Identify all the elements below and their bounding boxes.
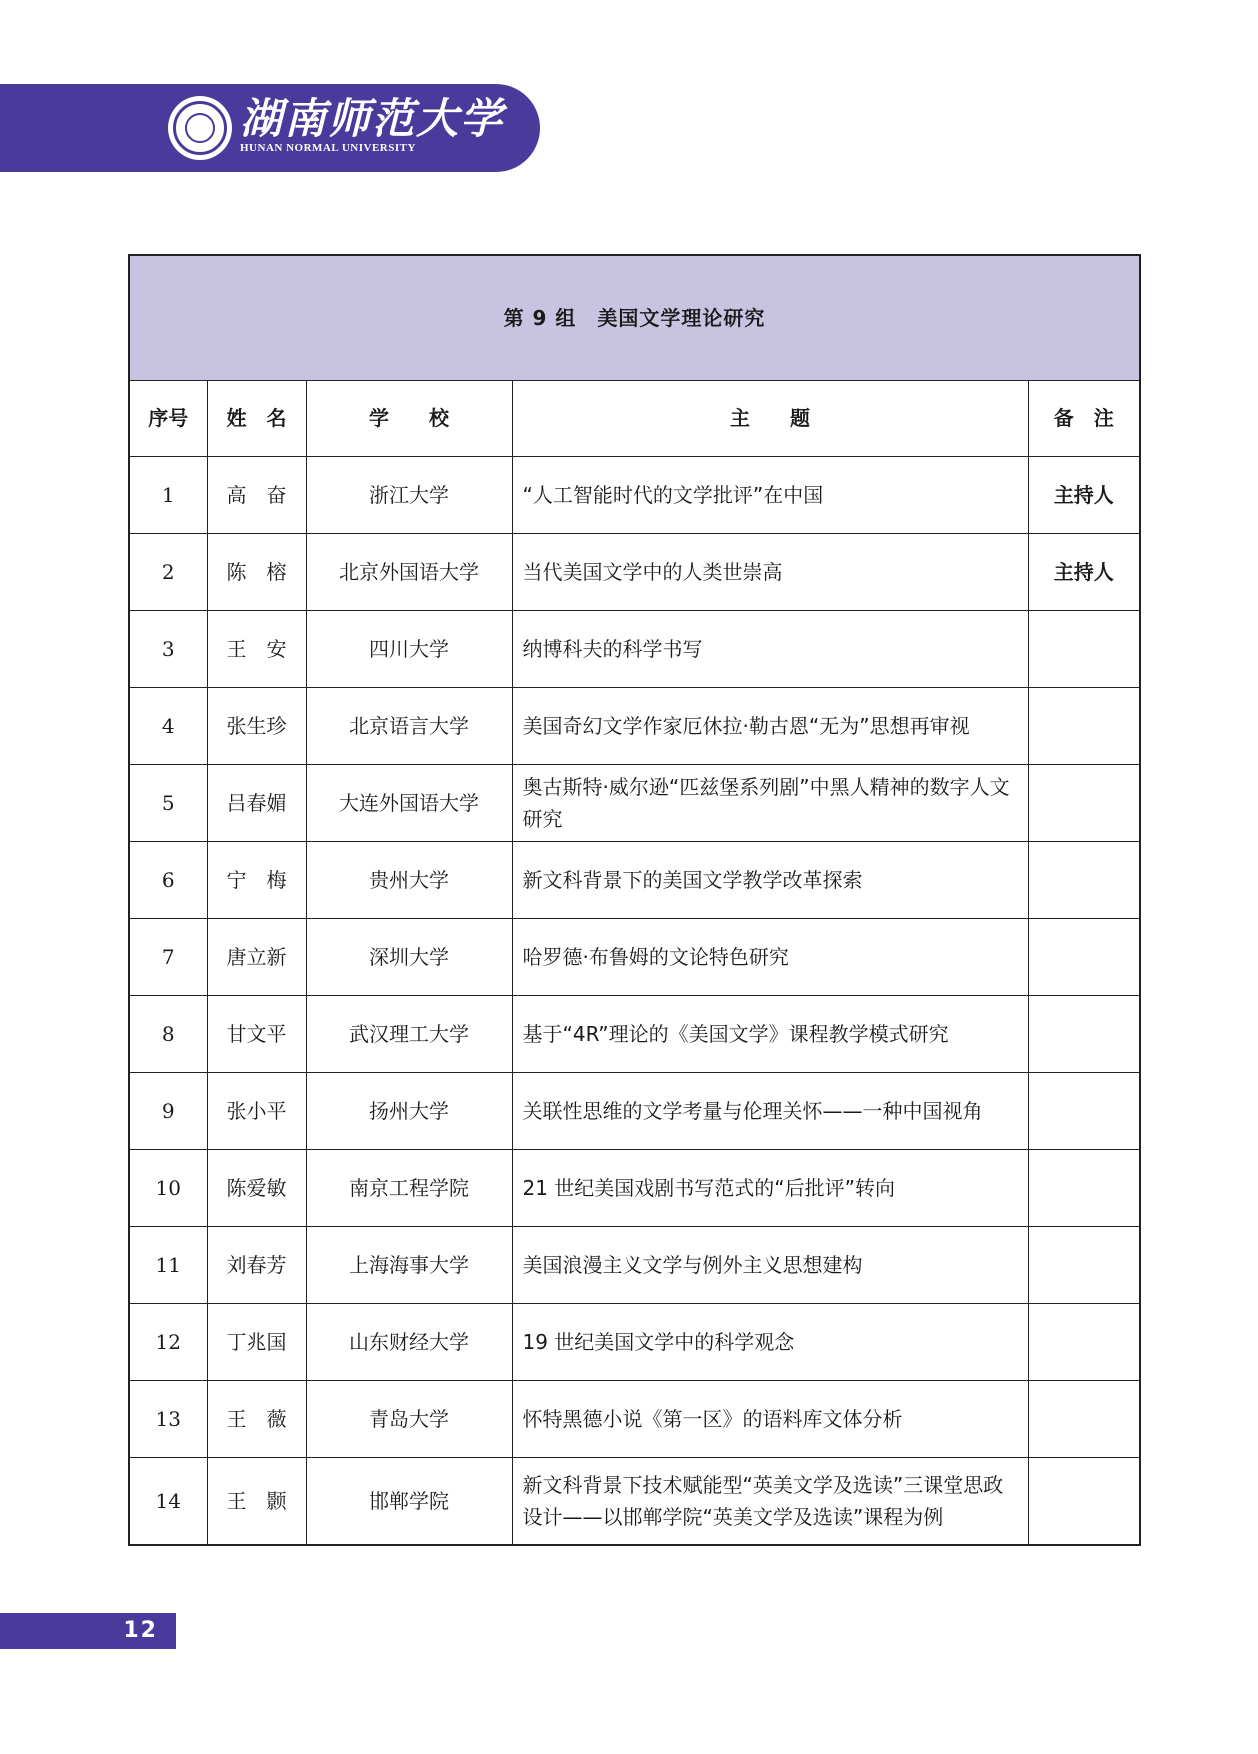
- row-no: 14: [129, 1457, 207, 1545]
- row-topic: 哈罗德·布鲁姆的文论特色研究: [512, 918, 1028, 995]
- row-topic: 19 世纪美国文学中的科学观念: [512, 1303, 1028, 1380]
- row-name: 丁兆国: [207, 1303, 306, 1380]
- row-no: 13: [129, 1380, 207, 1457]
- row-no: 4: [129, 687, 207, 764]
- column-header-name: 姓 名: [207, 380, 306, 456]
- row-no: 11: [129, 1226, 207, 1303]
- row-note: [1028, 1303, 1140, 1380]
- row-name: 唐立新: [207, 918, 306, 995]
- row-name: 陈 榕: [207, 533, 306, 610]
- table-row: [129, 841, 1140, 918]
- row-note: [1028, 1226, 1140, 1303]
- table-row: [129, 456, 1140, 533]
- row-no: 8: [129, 995, 207, 1072]
- row-note: [1028, 687, 1140, 764]
- table-row: [129, 764, 1140, 841]
- column-header-no: 序号: [129, 380, 207, 456]
- row-note: [1028, 1457, 1140, 1545]
- row-note: [1028, 1380, 1140, 1457]
- row-name: 王 安: [207, 610, 306, 687]
- row-note: [1028, 764, 1140, 841]
- row-topic: 纳博科夫的科学书写: [512, 610, 1028, 687]
- row-school: 青岛大学: [306, 1380, 512, 1457]
- row-note: 主持人: [1028, 456, 1140, 533]
- row-topic: “人工智能时代的文学批评”在中国: [512, 456, 1028, 533]
- row-note: [1028, 610, 1140, 687]
- row-no: 9: [129, 1072, 207, 1149]
- table-row: [129, 533, 1140, 610]
- row-topic: 新文科背景下的美国文学教学改革探索: [512, 841, 1028, 918]
- row-name: 王 颢: [207, 1457, 306, 1545]
- row-topic: 21 世纪美国戏剧书写范式的“后批评”转向: [512, 1149, 1028, 1226]
- table-row: [129, 1457, 1140, 1545]
- row-topic: 当代美国文学中的人类世崇高: [512, 533, 1028, 610]
- group-title: 第 9 组 美国文学理论研究: [129, 255, 1140, 380]
- table-header-row: [129, 380, 1140, 456]
- row-name: 宁 梅: [207, 841, 306, 918]
- row-no: 7: [129, 918, 207, 995]
- table-row: [129, 1303, 1140, 1380]
- row-name: 刘春芳: [207, 1226, 306, 1303]
- row-school: 武汉理工大学: [306, 995, 512, 1072]
- column-header-topic: 主 题: [512, 380, 1028, 456]
- row-topic: 怀特黑德小说《第一区》的语料库文体分析: [512, 1380, 1028, 1457]
- row-topic: 美国浪漫主义文学与例外主义思想建构: [512, 1226, 1028, 1303]
- row-school: 北京外国语大学: [306, 533, 512, 610]
- row-name: 王 薇: [207, 1380, 306, 1457]
- row-topic: 关联性思维的文学考量与伦理关怀——一种中国视角: [512, 1072, 1028, 1149]
- table-row: [129, 918, 1140, 995]
- row-topic: 美国奇幻文学作家厄休拉·勒古恩“无为”思想再审视: [512, 687, 1028, 764]
- row-name: 张小平: [207, 1072, 306, 1149]
- row-name: 吕春媚: [207, 764, 306, 841]
- row-no: 12: [129, 1303, 207, 1380]
- row-no: 5: [129, 764, 207, 841]
- row-topic: 新文科背景下技术赋能型“英美文学及选读”三课堂思政设计——以邯郸学院“英美文学及选读”课程为例: [512, 1457, 1028, 1545]
- row-name: 张生珍: [207, 687, 306, 764]
- row-school: 邯郸学院: [306, 1457, 512, 1545]
- university-name-en: HUNAN NORMAL UNIVERSITY: [240, 142, 416, 154]
- table-row: [129, 687, 1140, 764]
- table-row: [129, 1149, 1140, 1226]
- row-note: [1028, 1072, 1140, 1149]
- row-no: 6: [129, 841, 207, 918]
- table-row: [129, 1226, 1140, 1303]
- column-header-note: 备 注: [1028, 380, 1140, 456]
- row-school: 扬州大学: [306, 1072, 512, 1149]
- group-roster-table: [128, 254, 1141, 1546]
- row-school: 上海海事大学: [306, 1226, 512, 1303]
- row-no: 1: [129, 456, 207, 533]
- row-note: [1028, 918, 1140, 995]
- row-school: 深圳大学: [306, 918, 512, 995]
- table-row: [129, 995, 1140, 1072]
- table-row: [129, 1072, 1140, 1149]
- table-title-row: [129, 255, 1140, 380]
- table-row: [129, 1380, 1140, 1457]
- row-school: 浙江大学: [306, 456, 512, 533]
- row-name: 陈爱敏: [207, 1149, 306, 1226]
- row-topic: 奥古斯特·威尔逊“匹兹堡系列剧”中黑人精神的数字人文研究: [512, 764, 1028, 841]
- row-school: 北京语言大学: [306, 687, 512, 764]
- row-no: 2: [129, 533, 207, 610]
- table-row: [129, 610, 1140, 687]
- column-header-school: 学 校: [306, 380, 512, 456]
- row-school: 四川大学: [306, 610, 512, 687]
- row-note: 主持人: [1028, 533, 1140, 610]
- row-school: 大连外国语大学: [306, 764, 512, 841]
- row-school: 南京工程学院: [306, 1149, 512, 1226]
- row-school: 山东财经大学: [306, 1303, 512, 1380]
- row-name: 高 奋: [207, 456, 306, 533]
- university-name-cn: 湖南师范大学: [240, 94, 505, 143]
- page-number: 12: [0, 1613, 176, 1649]
- row-no: 3: [129, 610, 207, 687]
- row-school: 贵州大学: [306, 841, 512, 918]
- row-name: 甘文平: [207, 995, 306, 1072]
- row-note: [1028, 1149, 1140, 1226]
- row-no: 10: [129, 1149, 207, 1226]
- row-note: [1028, 995, 1140, 1072]
- university-seal-icon: [168, 96, 232, 160]
- row-note: [1028, 841, 1140, 918]
- row-topic: 基于“4R”理论的《美国文学》课程教学模式研究: [512, 995, 1028, 1072]
